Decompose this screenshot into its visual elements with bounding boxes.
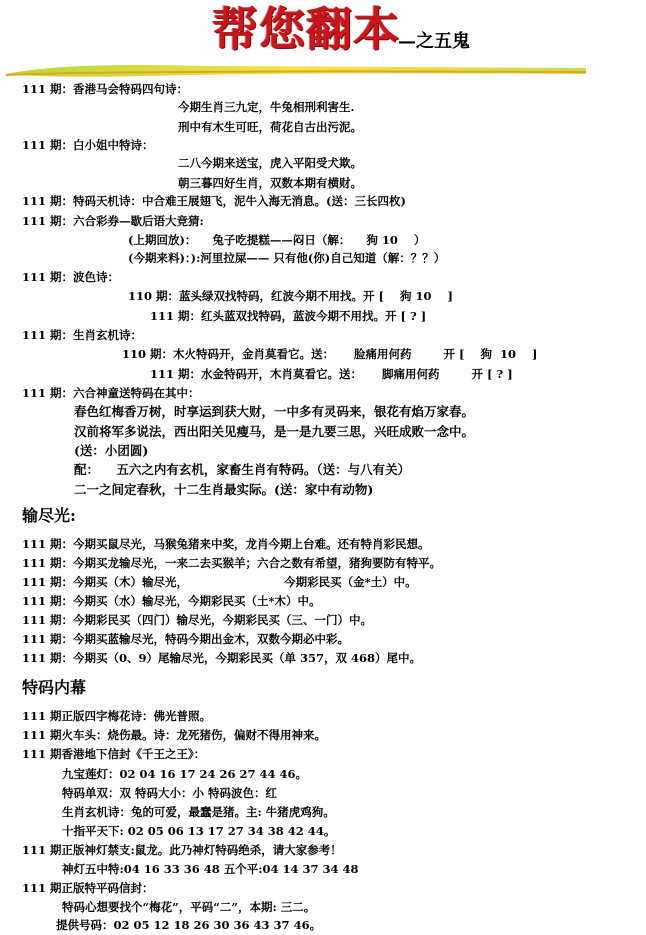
text-line: 汉前将军多说法，西出阳关见瘦马，是一是九要三思，兴旺成败一念中。 bbox=[74, 424, 475, 439]
text-line: 111 期正版神灯禁支:鼠龙。此乃神灯特码绝杀，请大家参考！ bbox=[22, 843, 342, 857]
text-line: 111 期：生肖玄机诗： bbox=[22, 328, 143, 342]
text-line: 111 期：白小姐中特诗： bbox=[22, 138, 154, 152]
text-line: (送：小团圆) bbox=[74, 443, 149, 458]
header bbox=[0, 0, 646, 80]
text-line: 111 期：红头蓝双找特码，蓝波今期不用找。开 [ ? ] bbox=[150, 309, 427, 323]
text-line: 111 期正版四字梅花诗：佛光普照。 bbox=[22, 709, 212, 723]
text-line: 今期生肖三九定，牛兔相刑利害生. bbox=[178, 100, 355, 114]
text-line: 二八今期来送宝，虎入平阳受犬欺。 bbox=[178, 156, 362, 170]
text-line: 111 期：水金特码开，木肖莫看它。送： 脚痛用何药 开 [ ? ] bbox=[150, 367, 513, 381]
text-line: 刑中有木生可旺，荷花自古出污泥。 bbox=[178, 120, 362, 134]
text-line: 十指平天下: 02 05 06 13 17 27 34 38 42 44。 bbox=[62, 824, 336, 838]
text-line: 生肖玄机诗：兔的可爱，最蠢是猪。主: 牛猪虎鸡狗。 bbox=[62, 805, 335, 819]
text-line: 110 期：木火特码开，金肖莫看它。送： 脸痛用何药 开 [ 狗 10 ] bbox=[122, 347, 538, 361]
text-line: 111 期正版特平码信封： bbox=[22, 881, 154, 895]
text-line: 111 期：今期买鼠尽光，马猴兔猪来中奖，龙肖今期上台难。还有特肖彩民想。 bbox=[22, 537, 430, 551]
text-line: (上期回放)： 兔子吃提糕——闷日（解： 狗 10 ） bbox=[128, 233, 426, 247]
text-line: 提供号码：02 05 12 18 26 30 36 43 37 46。 bbox=[56, 918, 322, 932]
page-title: 帮您翻本 bbox=[212, 2, 400, 56]
text-line: 111 期：今期买（0、9）尾输尽光，今期彩民买（单 357，双 468）尾中。 bbox=[22, 651, 422, 665]
text-line: 111 期：特码天机诗：中合难王展翅飞，泥牛入海无消息。(送：三长四枚) bbox=[22, 194, 406, 208]
text-line: 111 期：六合神童送特码在其中： bbox=[22, 386, 200, 400]
text-line: 111 期：香港马会特码四句诗： bbox=[22, 82, 189, 96]
text-line: 111 期：今期买（水）输尽光，今期彩民买（土*木）中。 bbox=[22, 594, 321, 608]
text-line: 111 期香港地下信封《千王之王》： bbox=[22, 747, 206, 761]
text-line: 九宝莲灯：02 04 16 17 24 26 27 44 46。 bbox=[62, 767, 308, 781]
header-banner-bar bbox=[6, 60, 586, 80]
text-line: 特码心想要找个“梅花”，平码“二”，本期: 三二。 bbox=[62, 900, 316, 914]
text-line: 111 期：今期买（木）输尽光， 今期彩民买（金*土）中。 bbox=[22, 575, 417, 589]
text-line: 特码单双：双 特码大小：小 特码波色：红 bbox=[62, 786, 278, 800]
text-line: 配： 五六之内有玄机，家畜生肖有特码。（送：与八有关） bbox=[74, 462, 411, 477]
text-line: 二一之间定春秋，十二生肖最实际。(送：家中有动物) bbox=[74, 482, 374, 497]
text-line: 神灯五中特:04 16 33 36 48 五个平:04 14 37 34 48 bbox=[62, 862, 359, 876]
section-heading: 特码内幕 bbox=[22, 678, 87, 697]
text-line: 111 期：今期买蓝输尽光，特码今期出金木，双数今期必中彩。 bbox=[22, 632, 350, 646]
text-line: 111 期：六合彩券—歇后语大竞猜: bbox=[22, 214, 204, 228]
section-heading: 输尽光: bbox=[22, 506, 76, 525]
text-line: 111 期：今期彩民买（四门）输尽光，今期彩民买（三、一门）中。 bbox=[22, 613, 373, 627]
text-line: (今期来料)：):河里拉屎—— 只有他(你)自己知道（解：？？） bbox=[128, 251, 446, 265]
page-subtitle: —之五鬼 bbox=[398, 31, 470, 52]
text-line: 110 期：蓝头绿双找特码，红波今期不用找。开 [ 狗 10 ] bbox=[128, 289, 453, 303]
text-line: 111 期火车头：烧伤最。诗：龙死猪伤，偏财不得用神来。 bbox=[22, 728, 327, 742]
text-line: 111 期：今期买龙输尽光，一来二去买猴羊；六合之数有希望，猪狗要防有特平。 bbox=[22, 556, 442, 570]
text-line: 111 期：波色诗： bbox=[22, 270, 120, 284]
text-line: 朝三暮四好生肖，双数本期有横财。 bbox=[178, 176, 362, 190]
text-line: 春色红梅香万树，时享运到获大财，一中多有灵码来，银花有焰万家春。 bbox=[74, 404, 475, 419]
